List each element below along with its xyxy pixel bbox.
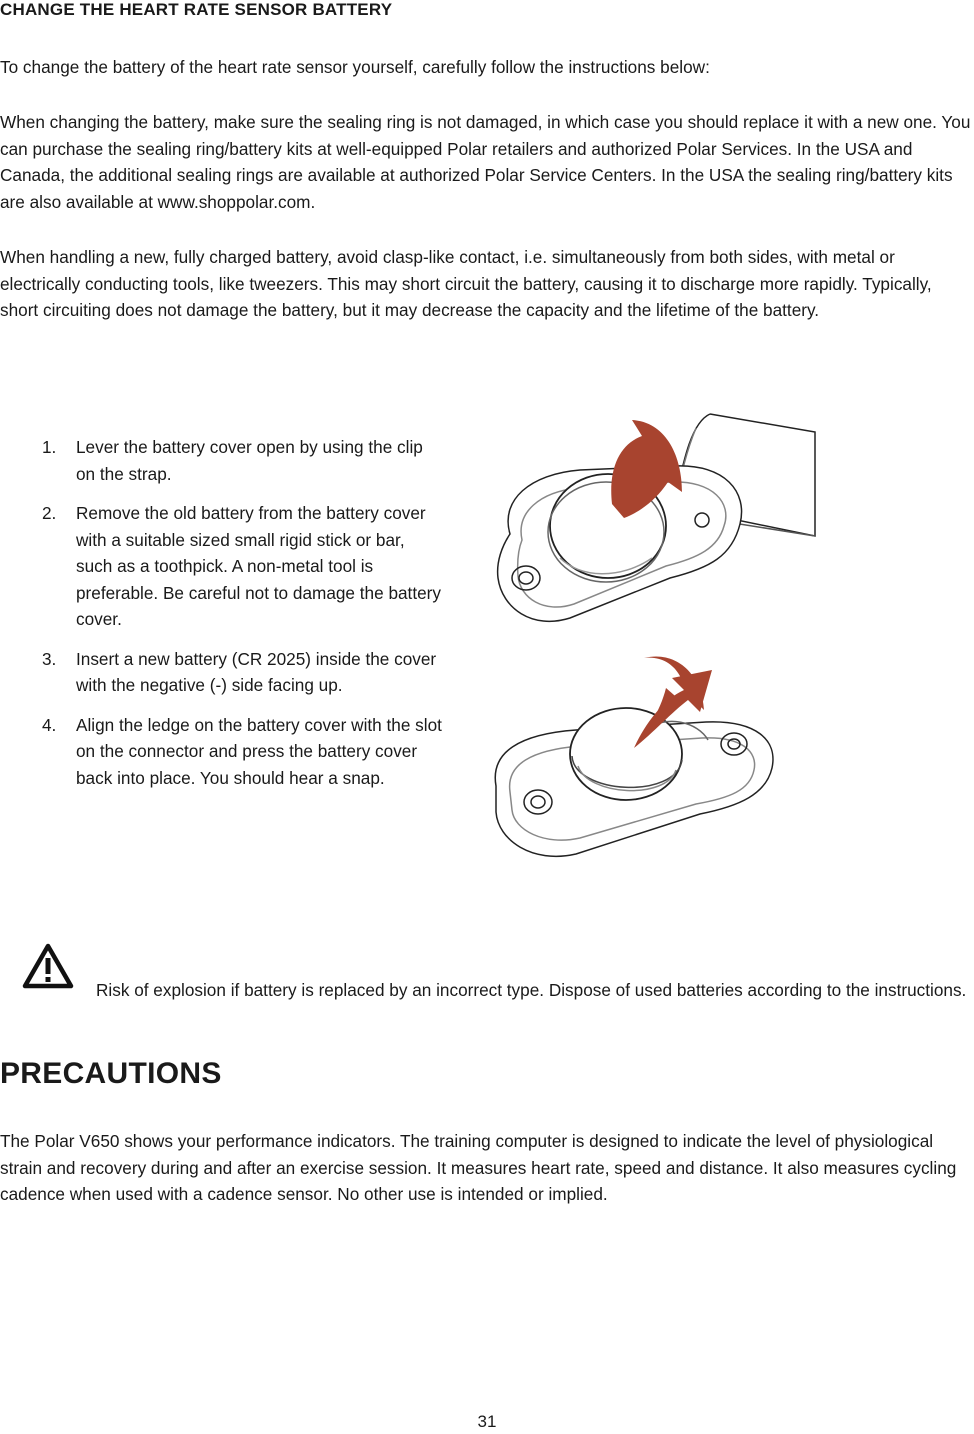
section-heading: CHANGE THE HEART RATE SENSOR BATTERY: [0, 0, 393, 19]
step-text: Align the ledge on the battery cover with the slot on the connector and press the battery cover back into place. You should hear a snap.: [76, 714, 442, 788]
battery-handling-paragraph: When handling a new, fully charged battery, avoid clasp-like contact, i.e. simultaneously from both sides, with metal or electrically conducting tools, like tweezers. This may short circuit the battery, causing it to discharge more rapidly. Typically, short circuiting does not damage the battery, but it may decrease the capacity and the lifetime of the battery.: [0, 247, 932, 320]
step-number: 3.: [42, 648, 57, 669]
step-item: [42, 712, 442, 792]
battery-cover-close-illustration: [476, 644, 786, 874]
step-text: Insert a new battery (CR 2025) inside the cover with the negative (-) side facing up.: [76, 648, 437, 695]
precautions-heading: PRECAUTIONS: [0, 1057, 222, 1090]
step-item: [42, 646, 442, 699]
precautions-paragraph: The Polar V650 shows your performance indicators. The training computer is designed to indicate the level of physiological strain and recovery during and after an exercise session. It measures heart rate, speed and distance. It also measures cycling cadence when used with a cadence sensor. No other use is intended or implied.: [0, 1131, 957, 1204]
step-text: Lever the battery cover open by using the clip on the strap.: [76, 437, 423, 484]
step-text: Remove the old battery from the battery cover with a suitable sized small rigid stick or bar, such as a toothpick. A non-metal tool is preferable. Be careful not to damage the battery cover.: [76, 503, 441, 629]
battery-cover-open-illustration: [470, 408, 820, 638]
step-number: 2.: [42, 503, 57, 523]
intro-paragraph: To change the battery of the heart rate sensor yourself, carefully follow the instructions below:: [0, 57, 710, 77]
warning-text: Risk of explosion if battery is replaced by an incorrect type. Dispose of used batteries according to the instructions.: [96, 980, 967, 1000]
step-number: 4.: [42, 714, 57, 735]
battery-steps-list: [42, 434, 442, 804]
page-number: 31: [477, 1412, 497, 1431]
step-item: [42, 500, 442, 633]
step-item: [42, 434, 442, 487]
step-number: 1.: [42, 437, 57, 457]
sealing-ring-paragraph: When changing the battery, make sure the sealing ring is not damaged, in which case you should replace it with a new one. You can purchase the sealing ring/battery kits at well-equipped Polar retailers and authorized Polar Services. In the USA and Canada, the additional sealing rings are available at authorized Polar Service Centers. In the USA the sealing ring/battery kits are also available at www.shoppolar.com.: [0, 112, 971, 212]
